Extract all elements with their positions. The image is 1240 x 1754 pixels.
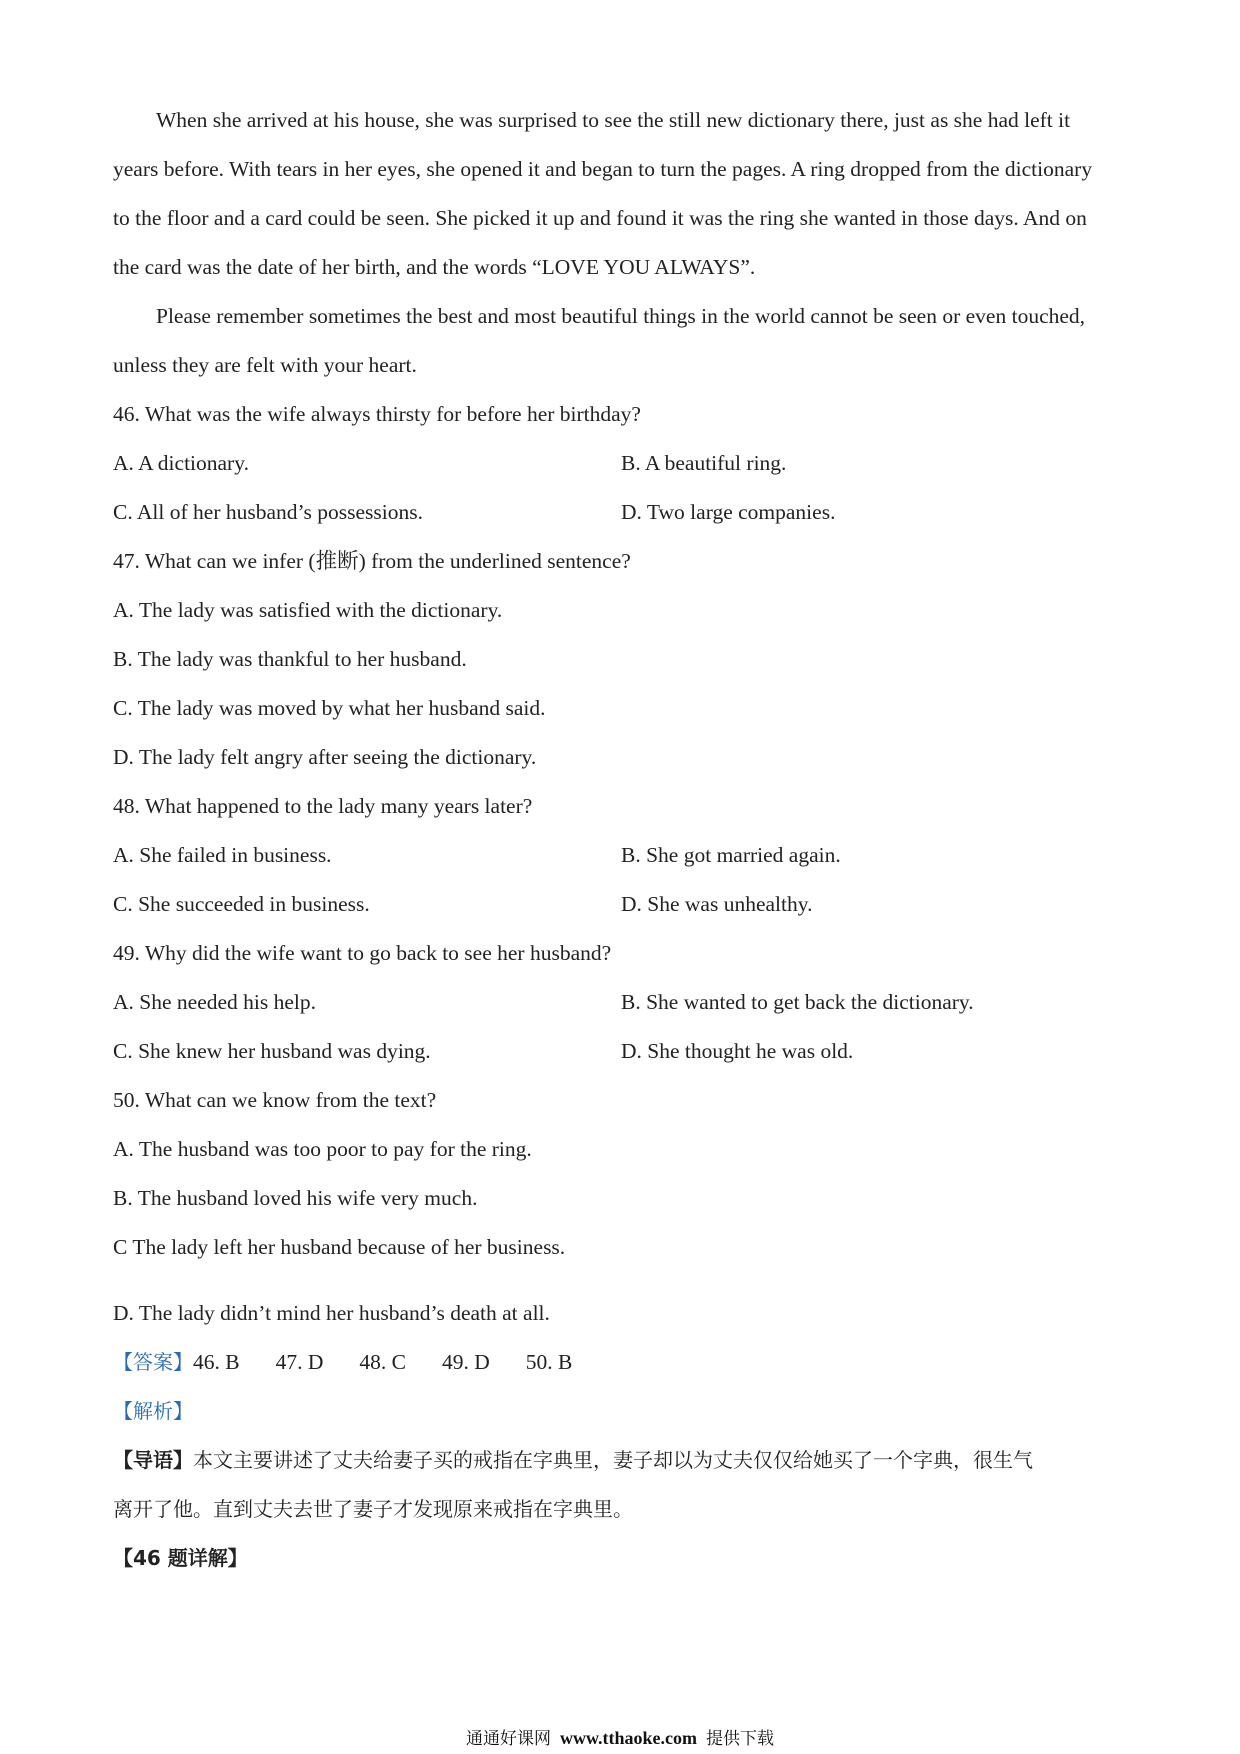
option-b: B. The lady was thankful to her husband. xyxy=(113,647,467,671)
answer-item: 48. C xyxy=(359,1350,406,1374)
guide-text: 本文主要讲述了丈夫给妻子买的戒指在字典里，妻子却以为丈夫仅仅给她买了一个字典，很生气 xyxy=(193,1448,1033,1472)
q46-detail-label: 【46 题详解】 xyxy=(113,1546,248,1570)
answer-line xyxy=(113,1348,608,1376)
passage-line: When she arrived at his house, she was surprised to see the still new dictionary there, just as she had left it xyxy=(156,108,1071,132)
passage-line: the card was the date of her birth, and the words “LOVE YOU ALWAYS”. xyxy=(113,255,756,279)
option-a: A. She needed his help. xyxy=(113,990,317,1014)
answer-label: 【答案】 xyxy=(113,1350,193,1374)
option-b: B. She got married again. xyxy=(621,843,841,867)
passage-line: years before. With tears in her eyes, she opened it and began to turn the pages. A ring dropped from the dictionary xyxy=(113,157,1093,181)
option-c: C. All of her husband’s possessions. xyxy=(113,500,423,524)
question-stem: 50. What can we know from the text? xyxy=(113,1088,437,1112)
footer-url-link[interactable]: www.tthaoke.com xyxy=(560,1728,697,1748)
analysis-heading xyxy=(113,1397,193,1425)
option-d: D. Two large companies. xyxy=(621,500,836,524)
answer-item: 47. D xyxy=(275,1350,324,1374)
option-b: B. A beautiful ring. xyxy=(621,451,787,475)
guide-label: 【导语】 xyxy=(113,1448,193,1472)
footer-site-name: 通通好课网 xyxy=(466,1729,551,1749)
option-c: C. She knew her husband was dying. xyxy=(113,1039,431,1063)
passage-line: Please remember sometimes the best and most beautiful things in the world cannot be seen or even touched, xyxy=(156,304,1086,328)
question-stem: 47. What can we infer (推断) from the underlined sentence? xyxy=(113,549,631,573)
analysis-label: 【解析】 xyxy=(113,1399,193,1423)
option-a: A. The husband was too poor to pay for the ring. xyxy=(113,1137,532,1161)
question-stem: 46. What was the wife always thirsty for before her birthday? xyxy=(113,402,641,426)
question-stem: 48. What happened to the lady many years later? xyxy=(113,794,533,818)
footer-suffix: 提供下载 xyxy=(706,1729,774,1749)
option-b: B. She wanted to get back the dictionary. xyxy=(621,990,974,1014)
option-a: A. A dictionary. xyxy=(113,451,249,475)
guide-line xyxy=(113,1446,1033,1474)
option-d: D. She was unhealthy. xyxy=(621,892,813,916)
option-c: C. The lady was moved by what her husband said. xyxy=(113,696,546,720)
passage-line: unless they are felt with your heart. xyxy=(113,353,417,377)
option-b: B. The husband loved his wife very much. xyxy=(113,1186,478,1210)
option-d: D. She thought he was old. xyxy=(621,1039,854,1063)
answer-item: 49. D xyxy=(441,1350,490,1374)
option-a: A. The lady was satisfied with the dictionary. xyxy=(113,598,503,622)
option-a: A. She failed in business. xyxy=(113,843,332,867)
page-footer xyxy=(0,1726,1240,1751)
option-c: C The lady left her husband because of her business. xyxy=(113,1235,566,1259)
answer-item: 46. B xyxy=(193,1350,240,1374)
question-stem: 49. Why did the wife want to go back to see her husband? xyxy=(113,941,612,965)
answer-item: 50. B xyxy=(525,1350,573,1374)
option-c: C. She succeeded in business. xyxy=(113,892,370,916)
passage-line: to the floor and a card could be seen. She picked it up and found it was the ring she wanted in those days. And on xyxy=(113,206,1087,230)
option-d: D. The lady felt angry after seeing the dictionary. xyxy=(113,745,537,769)
guide-line: 离开了他。直到丈夫去世了妻子才发现原来戒指在字典里。 xyxy=(113,1497,633,1521)
option-d: D. The lady didn’t mind her husband’s death at all. xyxy=(113,1301,550,1325)
